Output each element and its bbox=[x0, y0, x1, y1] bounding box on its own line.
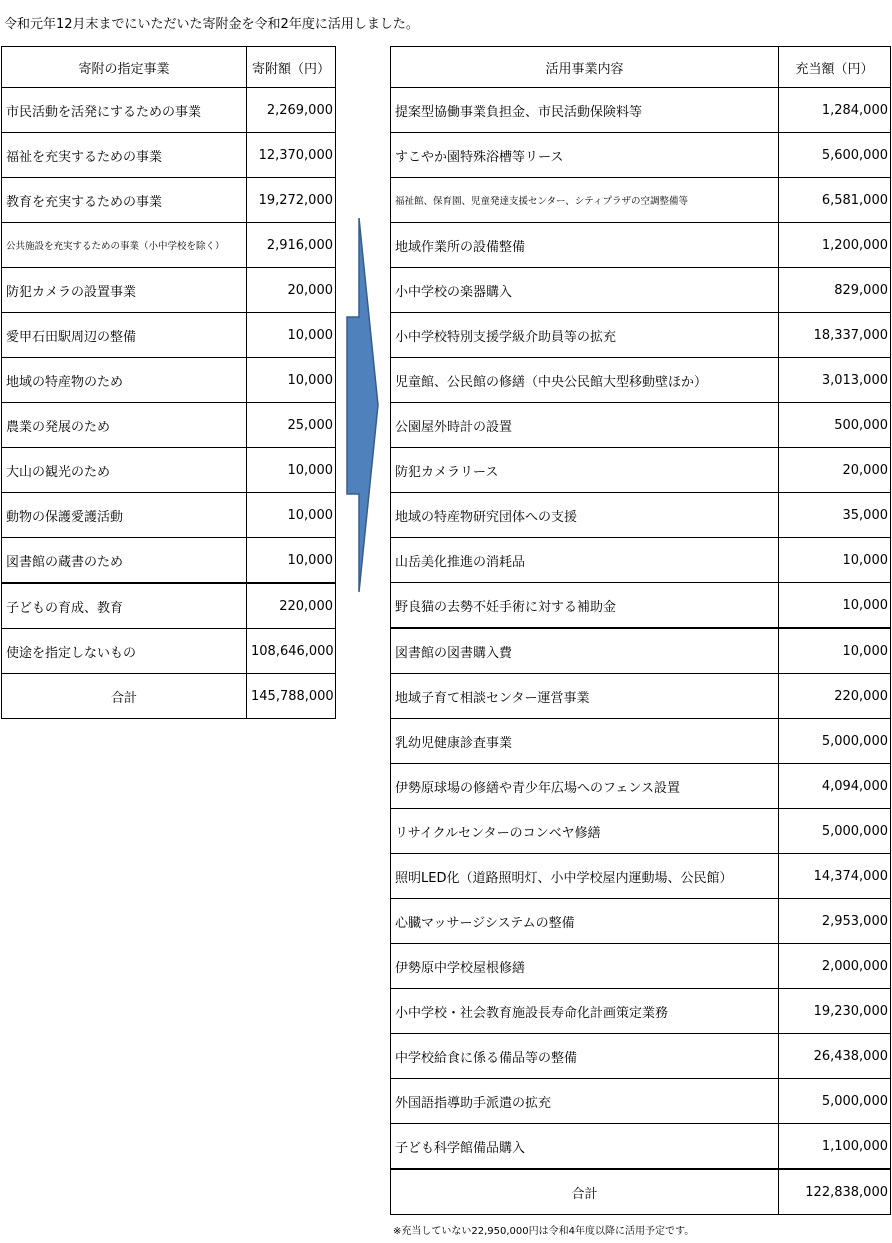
row-label: 伊勢原球場の修繕や青少年広場へのフェンス設置 bbox=[391, 764, 779, 809]
row-amount: 10,000 bbox=[247, 448, 336, 493]
row-amount: 2,269,000 bbox=[247, 88, 336, 133]
row-label: 小中学校・社会教育施設長寿命化計画策定業務 bbox=[391, 989, 779, 1034]
row-label: 図書館の蔵書のため bbox=[2, 538, 247, 584]
row-label: 照明LED化（道路照明灯、小中学校屋内運動場、公民館） bbox=[391, 854, 779, 899]
table-row bbox=[391, 764, 891, 809]
table-row bbox=[2, 583, 336, 629]
table-row bbox=[391, 223, 891, 268]
header-donation-amount: 寄附額（円） bbox=[247, 47, 336, 88]
row-label: 中学校給食に係る備品等の整備 bbox=[391, 1034, 779, 1079]
table-row bbox=[2, 223, 336, 268]
row-amount: 1,100,000 bbox=[779, 1124, 891, 1170]
table-row bbox=[391, 674, 891, 719]
right-arrow-icon bbox=[346, 218, 380, 598]
row-amount: 5,000,000 bbox=[779, 809, 891, 854]
row-label: 提案型協働事業負担金、市民活動保険料等 bbox=[391, 88, 779, 133]
row-label: 図書館の図書購入費 bbox=[391, 628, 779, 674]
row-label: 公共施設を充実するための事業（小中学校を除く） bbox=[2, 223, 247, 268]
table-row bbox=[391, 448, 891, 493]
row-label: 大山の観光のため bbox=[2, 448, 247, 493]
page-title: 令和元年12月末までにいただいた寄附金を令和2年度に活用しました。 bbox=[4, 17, 419, 32]
table-row bbox=[2, 358, 336, 403]
row-amount: 10,000 bbox=[247, 358, 336, 403]
row-label: 小中学校特別支援学級介助員等の拡充 bbox=[391, 313, 779, 358]
row-amount: 10,000 bbox=[247, 313, 336, 358]
row-label: 伊勢原中学校屋根修繕 bbox=[391, 944, 779, 989]
row-amount: 500,000 bbox=[779, 403, 891, 448]
row-amount: 19,272,000 bbox=[247, 178, 336, 223]
row-label: 小中学校の楽器購入 bbox=[391, 268, 779, 313]
row-amount: 25,000 bbox=[247, 403, 336, 448]
row-amount: 2,953,000 bbox=[779, 899, 891, 944]
row-label: 地域の特産物研究団体への支援 bbox=[391, 493, 779, 538]
total-amount: 145,788,000 bbox=[247, 674, 336, 719]
table-row bbox=[2, 629, 336, 674]
row-label: 教育を充実するための事業 bbox=[2, 178, 247, 223]
row-amount: 1,200,000 bbox=[779, 223, 891, 268]
table-row bbox=[391, 899, 891, 944]
table-row bbox=[391, 809, 891, 854]
row-label: 地域子育て相談センター運営事業 bbox=[391, 674, 779, 719]
row-amount: 2,000,000 bbox=[779, 944, 891, 989]
table-row bbox=[2, 403, 336, 448]
row-label: 乳幼児健康診査事業 bbox=[391, 719, 779, 764]
table-row bbox=[2, 88, 336, 133]
row-amount: 220,000 bbox=[247, 583, 336, 629]
row-label: 野良猫の去勢不妊手術に対する補助金 bbox=[391, 583, 779, 629]
table-row bbox=[391, 88, 891, 133]
row-label: 子ども科学館備品購入 bbox=[391, 1124, 779, 1170]
row-amount: 18,337,000 bbox=[779, 313, 891, 358]
row-amount: 20,000 bbox=[247, 268, 336, 313]
row-amount: 5,000,000 bbox=[779, 719, 891, 764]
table-row bbox=[391, 313, 891, 358]
arrow-shape bbox=[347, 218, 378, 592]
row-amount: 10,000 bbox=[779, 538, 891, 583]
row-amount: 1,284,000 bbox=[779, 88, 891, 133]
donation-designation-table bbox=[1, 46, 336, 719]
row-amount: 829,000 bbox=[779, 268, 891, 313]
row-amount: 14,374,000 bbox=[779, 854, 891, 899]
total-row bbox=[391, 1169, 891, 1215]
row-amount: 12,370,000 bbox=[247, 133, 336, 178]
row-label: 外国語指導助手派遣の拡充 bbox=[391, 1079, 779, 1124]
table-row bbox=[391, 133, 891, 178]
table-row bbox=[391, 854, 891, 899]
header-designated-project: 寄附の指定事業 bbox=[2, 47, 247, 88]
row-label: 福祉館、保育園、児童発達支援センター、シティプラザの空調整備等 bbox=[391, 178, 779, 223]
row-amount: 35,000 bbox=[779, 493, 891, 538]
row-label: リサイクルセンターのコンベヤ修繕 bbox=[391, 809, 779, 854]
row-amount: 10,000 bbox=[247, 493, 336, 538]
row-amount: 108,646,000 bbox=[247, 629, 336, 674]
row-amount: 3,013,000 bbox=[779, 358, 891, 403]
table-header-row bbox=[2, 47, 336, 88]
row-amount: 5,600,000 bbox=[779, 133, 891, 178]
row-amount: 2,916,000 bbox=[247, 223, 336, 268]
total-label: 合計 bbox=[2, 674, 247, 719]
row-amount: 20,000 bbox=[779, 448, 891, 493]
table-row bbox=[391, 583, 891, 629]
row-label: 心臓マッサージシステムの整備 bbox=[391, 899, 779, 944]
total-label: 合計 bbox=[391, 1169, 779, 1215]
row-label: 防犯カメラリース bbox=[391, 448, 779, 493]
row-label: 福祉を充実するための事業 bbox=[2, 133, 247, 178]
table-row bbox=[391, 944, 891, 989]
table-row bbox=[2, 178, 336, 223]
table-row bbox=[391, 719, 891, 764]
row-label: 地域作業所の設備整備 bbox=[391, 223, 779, 268]
row-amount: 4,094,000 bbox=[779, 764, 891, 809]
row-label: すこやか園特殊浴槽等リース bbox=[391, 133, 779, 178]
row-amount: 19,230,000 bbox=[779, 989, 891, 1034]
table-row bbox=[391, 538, 891, 583]
row-amount: 5,000,000 bbox=[779, 1079, 891, 1124]
table-header-row bbox=[391, 47, 891, 88]
row-amount: 10,000 bbox=[779, 583, 891, 629]
table-row bbox=[391, 178, 891, 223]
row-amount: 10,000 bbox=[779, 628, 891, 674]
row-amount: 10,000 bbox=[247, 538, 336, 584]
table-row bbox=[2, 313, 336, 358]
row-amount: 220,000 bbox=[779, 674, 891, 719]
row-label: 市民活動を活発にするための事業 bbox=[2, 88, 247, 133]
row-label: 公園屋外時計の設置 bbox=[391, 403, 779, 448]
table-row bbox=[391, 1079, 891, 1124]
row-label: 使途を指定しないもの bbox=[2, 629, 247, 674]
row-label: 動物の保護愛護活動 bbox=[2, 493, 247, 538]
total-amount: 122,838,000 bbox=[779, 1169, 891, 1215]
table-row bbox=[2, 133, 336, 178]
row-label: 子どもの育成、教育 bbox=[2, 583, 247, 629]
table-row bbox=[2, 538, 336, 584]
header-allocated-amount: 充当額（円） bbox=[779, 47, 891, 88]
table-row bbox=[391, 403, 891, 448]
footnote: ※充当していない22,950,000円は令和4年度以降に活用予定です。 bbox=[393, 1226, 695, 1237]
table-row bbox=[391, 1124, 891, 1170]
table-row bbox=[2, 268, 336, 313]
row-amount: 6,581,000 bbox=[779, 178, 891, 223]
row-label: 児童館、公民館の修繕（中央公民館大型移動壁ほか） bbox=[391, 358, 779, 403]
row-label: 防犯カメラの設置事業 bbox=[2, 268, 247, 313]
table-row bbox=[391, 493, 891, 538]
row-label: 農業の発展のため bbox=[2, 403, 247, 448]
table-row bbox=[391, 989, 891, 1034]
row-label: 地域の特産物のため bbox=[2, 358, 247, 403]
table-row bbox=[391, 1034, 891, 1079]
table-row bbox=[2, 448, 336, 493]
row-amount: 26,438,000 bbox=[779, 1034, 891, 1079]
usage-table bbox=[390, 46, 891, 1215]
table-row bbox=[391, 628, 891, 674]
total-row bbox=[2, 674, 336, 719]
table-row bbox=[2, 493, 336, 538]
header-usage-content: 活用事業内容 bbox=[391, 47, 779, 88]
table-row bbox=[391, 268, 891, 313]
table-row bbox=[391, 358, 891, 403]
row-label: 山岳美化推進の消耗品 bbox=[391, 538, 779, 583]
row-label: 愛甲石田駅周辺の整備 bbox=[2, 313, 247, 358]
